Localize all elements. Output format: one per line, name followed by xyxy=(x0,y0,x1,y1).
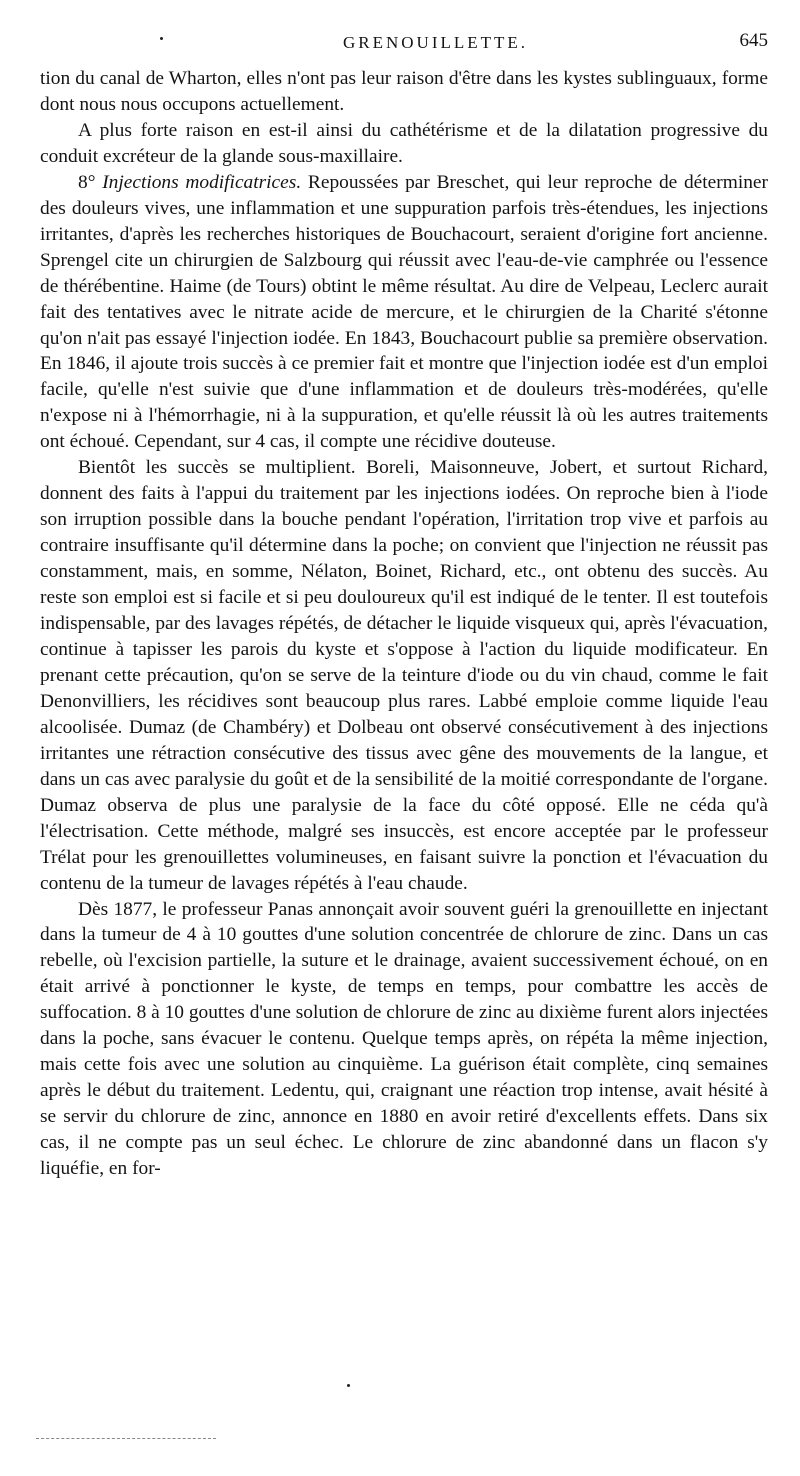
page-number: 645 xyxy=(739,30,768,51)
section-number: 8° xyxy=(78,171,96,193)
page-header xyxy=(38,28,768,58)
footer-rule xyxy=(36,1438,216,1439)
running-title: GRENOUILLETTE. xyxy=(343,33,529,52)
paragraph-text: tion du canal de Wharton, elles n'ont pas leur raison d'être dans les kystes sublinguaux, forme dont nous nous occupons actuellement. xyxy=(40,68,768,115)
body-text xyxy=(40,66,768,1182)
paragraph-text: Dès 1877, le professeur Panas annonçait avoir souvent guéri la grenouillette en injectant dans la tumeur de 4 à 10 gouttes d'une solution concentrée de chlorure de zinc. Dans un cas rebelle, où l'excision partielle, la suture et le drainage, avaient successivement échoué, on en était arrivé à ponctionner le kyste, de temps en temps, pour combattre les accès de suffocation. 8 à 10 gouttes d'une solution de chlorure de zinc au dixième furent alors injectées dans la poche, sans évacuer le contenu. Quelque temps après, on répéta la même injection, mais cette fois avec une solution au cinquième. La guérison était complète, cinq semaines après le début du traitement. Ledentu, qui, craignant une réaction trop intense, avait hésité à se servir du chlorure de zinc, annonce en 1880 en avoir retiré d'excellents effets. Dans six cas, il ne compte pas un seul échec. Le chlorure de zinc abandonné dans un flacon s'y liquéfie, en for- xyxy=(40,898,768,1180)
paragraph xyxy=(40,455,768,896)
print-speck xyxy=(160,37,163,40)
paragraph xyxy=(40,897,768,1182)
print-speck xyxy=(347,1384,350,1387)
paragraph xyxy=(40,118,768,170)
paragraph xyxy=(40,66,768,118)
paragraph-text: Bientôt les succès se multiplient. Boreli, Maisonneuve, Jobert, et surtout Richard, donnent des faits à l'appui du traitement par les injections iodées. On reproche bien à l'iode son irruption possible dans la bouche pendant l'opération, l'irritation trop vive et parfois au contraire insuffisante qu'il détermine dans la poche; on convient que l'injection ne réussit pas constamment, mais, en somme, Nélaton, Boinet, Richard, etc., ont obtenu des succès. Au reste son emploi est si facile et si peu douloureux qu'il est indiqué de le tenter. Il est toutefois indispensable, par des lavages répétés, de détacher le liquide visqueux qui, après l'évacuation, continue à tapisser les parois du kyste et s'oppose à l'action du liquide modificateur. En prenant cette précaution, qu'on se serve de la teinture d'iode ou du vin chaud, comme le fait Denonvilliers, les récidives sont beaucoup plus rares. Labbé emploie comme liquide l'eau alcoolisée. Dumaz (de Chambéry) et Dolbeau ont observé consécutivement à des injections irritantes une rétraction consécutive des tissus avec gêne des mouvements de la langue, et dans un cas avec paralysie du goût et de la sensibilité de la moitié correspondante de l'organe. Dumaz observa de plus une paralysie de la face du côté opposé. Elle ne céda qu'à l'électrisation. Cette méthode, malgré ses insuccès, est encore acceptée par le professeur Trélat pour les grenouillettes volumineuses, en faisant suivre la ponction et l'évacuation du contenu de la tumeur de lavages répétés à l'eau chaude. xyxy=(40,457,768,894)
paragraph xyxy=(40,170,768,455)
paragraph-text: Repoussées par Breschet, qui leur reproche de déterminer des douleurs vives, une inflammation et une suppuration parfois très-étendues, les injections irritantes, d'après les recherches historiques de Bouchacourt, seraient d'origine fort ancienne. Sprengel cite un chirurgien de Salzbourg qui réussit avec l'eau-de-vie camphrée ou l'essence de thérébentine. Haime (de Tours) obtint le même résultat. Au dire de Velpeau, Leclerc aurait fait des tentatives avec le nitrate acide de mercure, et le chirurgien de la Charité s'étonne qu'on n'ait pas essayé l'injection iodée. En 1843, Bouchacourt publie sa première observation. En 1846, il ajoute trois succès à ce premier fait et montre que l'injection iodée est d'un emploi facile, qu'elle n'est suivie que d'une inflammation et de douleurs très-modérées, qu'elle n'expose ni à l'hémorrhagie, ni à la suppuration, et qu'elle réussit là où les autres traitements ont échoué. Cependant, sur 4 cas, il compte une récidive douteuse. xyxy=(40,171,768,453)
section-heading: Injections modificatrices. xyxy=(102,171,302,193)
paragraph-text: A plus forte raison en est-il ainsi du cathétérisme et de la dilatation progressive du conduit excréteur de la glande sous-maxillaire. xyxy=(40,119,768,167)
